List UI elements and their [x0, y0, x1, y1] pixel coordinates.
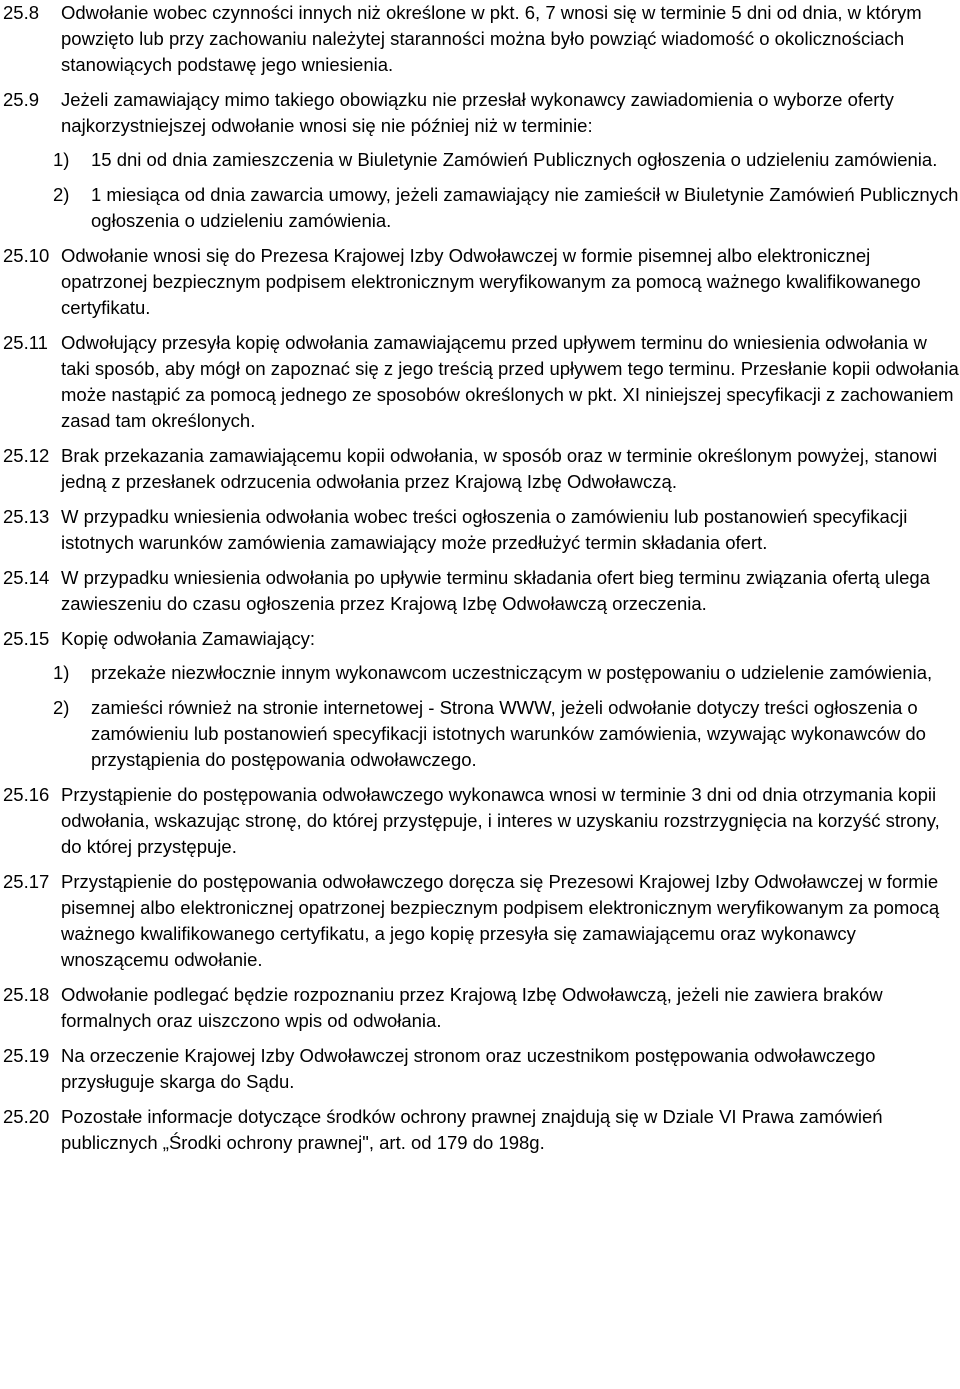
section-number: 25.8 [3, 2, 40, 23]
section-text: W przypadku wniesienia odwołania wobec treści ogłoszenia o zamówieniu lub postanowień specyfikacji istotnych warunków zamówienia zamawiający może przedłużyć termin składania ofert. [61, 506, 908, 553]
list-item-number: 2) [53, 184, 70, 205]
section-25-10 [3, 243, 960, 321]
section-number: 25.10 [3, 245, 50, 266]
section-25-18 [3, 982, 960, 1034]
section-number: 25.11 [3, 332, 48, 353]
list-item [3, 182, 960, 234]
section-text: Odwołanie podlegać będzie rozpoznaniu przez Krajową Izbę Odwoławczą, jeżeli nie zawiera braków formalnych oraz uiszczono wpis od odwołania. [61, 984, 883, 1031]
section-number: 25.18 [3, 984, 50, 1005]
numbered-list [3, 147, 960, 234]
list-item [3, 147, 960, 173]
section-text: Na orzeczenie Krajowej Izby Odwoławczej stronom oraz uczestnikom postępowania odwoławczego przysługuje skarga do Sądu. [61, 1045, 876, 1092]
section-25-11 [3, 330, 960, 434]
numbered-list [3, 660, 960, 773]
list-item-number: 1) [53, 149, 70, 170]
section-text: Pozostałe informacje dotyczące środków ochrony prawnej znajdują się w Dziale VI Prawa zamówień publicznych „Środki ochrony prawnej", art. od 179 do 198g. [61, 1106, 883, 1153]
section-text: Przystąpienie do postępowania odwoławczego wykonawca wnosi w terminie 3 dni od dnia otrzymania kopii odwołania, wskazując stronę, do której przystępuje, i interes w uzyskaniu rozstrzygnięcia na korzyść strony, do której przystępuje. [61, 784, 940, 857]
list-item-number: 1) [53, 662, 70, 683]
section-25-13 [3, 504, 960, 556]
section-text: Odwołanie wobec czynności innych niż określone w pkt. 6, 7 wnosi się w terminie 5 dni od dnia, w którym powzięto lub przy zachowaniu należytej staranności można było powziąć wiadomość o okolicznościach stanowiących podstawę jego wniesienia. [61, 2, 922, 75]
section-number: 25.12 [3, 445, 50, 466]
section-25-16 [3, 782, 960, 860]
section-25-9 [3, 87, 960, 234]
section-number: 25.17 [3, 871, 50, 892]
list-item-text: przekaże niezwłocznie innym wykonawcom uczestniczącym w postępowaniu o udzielenie zamówienia, [91, 662, 933, 683]
section-25-15 [3, 626, 960, 773]
section-number: 25.16 [3, 784, 50, 805]
section-text: Przystąpienie do postępowania odwoławczego doręcza się Prezesowi Krajowej Izby Odwoławczej w formie pisemnej albo elektronicznej opatrzonej bezpiecznym podpisem elektronicznym weryfikowanym za pomocą ważnego kwalifikowanego certyfikatu, a jego kopię przesyła się zamawiającemu oraz wykonawcy wnoszącemu odwołanie. [61, 871, 940, 970]
section-text: Odwołujący przesyła kopię odwołania zamawiającemu przed upływem terminu do wniesienia odwołania w taki sposób, aby mógł on zapoznać się z jego treścią przed upływem tego terminu. Przesłanie kopii odwołania może nastąpić za pomocą jednego ze sposobów określonych w pkt. XI niniejszej specyfikacji z zachowaniem zasad tam określonych. [61, 332, 959, 431]
section-number: 25.20 [3, 1106, 50, 1127]
list-item-number: 2) [53, 697, 70, 718]
section-25-8 [3, 0, 960, 78]
list-item-text: zamieści również na stronie internetowej - Strona WWW, jeżeli odwołanie dotyczy treści ogłoszenia o zamówieniu lub postanowień specyfikacji istotnych warunków zamówienia, wzywając wykonawców do przystąpienia do postępowania odwoławczego. [91, 697, 926, 770]
section-25-20 [3, 1104, 960, 1156]
section-number: 25.13 [3, 506, 50, 527]
section-text: Kopię odwołania Zamawiający: [61, 628, 315, 649]
section-25-17 [3, 869, 960, 973]
section-number: 25.9 [3, 89, 40, 110]
section-25-12 [3, 443, 960, 495]
list-item-text: 1 miesiąca od dnia zawarcia umowy, jeżeli zamawiający nie zamieścił w Biuletynie Zamówień Publicznych ogłoszenia o udzieleniu zamówienia. [91, 184, 959, 231]
section-number: 25.14 [3, 567, 50, 588]
list-item-text: 15 dni od dnia zamieszczenia w Biuletynie Zamówień Publicznych ogłoszenia o udzieleniu zamówienia. [91, 149, 938, 170]
section-text: Odwołanie wnosi się do Prezesa Krajowej Izby Odwoławczej w formie pisemnej albo elektronicznej opatrzonej bezpiecznym podpisem elektronicznym weryfikowanym za pomocą ważnego kwalifikowanego certyfikatu. [61, 245, 921, 318]
section-text: Brak przekazania zamawiającemu kopii odwołania, w sposób oraz w terminie określonym powyżej, stanowi jedną z przesłanek odrzucenia odwołania przez Krajową Izbę Odwoławczą. [61, 445, 938, 492]
section-25-19 [3, 1043, 960, 1095]
list-item [3, 695, 960, 773]
section-25-14 [3, 565, 960, 617]
section-text: Jeżeli zamawiający mimo takiego obowiązku nie przesłał wykonawcy zawiadomienia o wyborze oferty najkorzystniejszej odwołanie wnosi się nie później niż w terminie: [61, 89, 894, 136]
section-number: 25.15 [3, 628, 50, 649]
section-number: 25.19 [3, 1045, 50, 1066]
section-text: W przypadku wniesienia odwołania po upływie terminu składania ofert bieg terminu związania ofertą ulega zawieszeniu do czasu ogłoszenia przez Krajową Izbę Odwoławczą orzeczenia. [61, 567, 930, 614]
list-item [3, 660, 960, 686]
